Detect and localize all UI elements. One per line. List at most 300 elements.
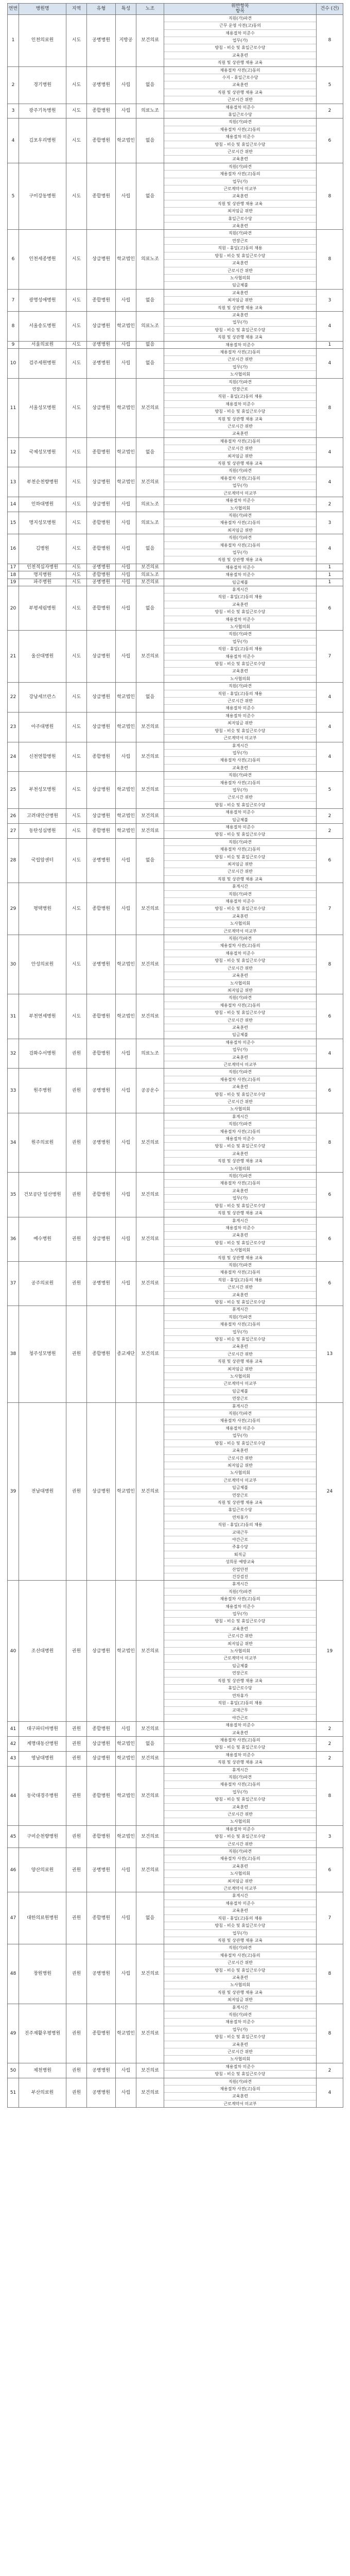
cell-level: 보건의료 [136, 2004, 164, 2063]
cell-region: 권원 [66, 1736, 87, 1751]
cell-items [164, 586, 317, 630]
cell-name: 진주재활우평병원 [19, 2004, 66, 2063]
violation-item: 방침 - 비슷 및 휴일근로수당 [164, 1009, 316, 1016]
cell-items [164, 497, 317, 512]
cell-type: 공병병원 [87, 1944, 116, 2004]
violation-item: 직원(가)파견 [164, 379, 316, 386]
cell-level: 보건의료 [136, 1402, 164, 1581]
violation-item: 직원 및 상관행 채용 교육 [217, 461, 263, 466]
cell-count: 8 [317, 1113, 343, 1172]
cell-count: 6 [317, 118, 343, 163]
table-row [8, 534, 343, 564]
violation-item: 연차휴가 [164, 1692, 316, 1700]
cell-items [164, 348, 317, 378]
cell-no: 20 [8, 586, 19, 630]
violation-item: 직원 및 상관행 채용 교육 [164, 89, 316, 96]
violation-item: 최저임금 위반 [164, 720, 316, 727]
cell-count: 8 [317, 230, 343, 289]
cell-name: 신천연합병원 [19, 742, 66, 772]
cell-region: 시도 [66, 994, 87, 1039]
cell-count: 6 [317, 1261, 343, 1306]
cell-grade: 사립 [116, 1892, 136, 1944]
cell-type: 공병병원 [87, 348, 116, 378]
violation-item: 교육훈련 [232, 224, 248, 229]
cell-name: 명지병원 [19, 571, 66, 579]
table-row [8, 994, 343, 1039]
cell-level: 없음 [136, 341, 164, 348]
violation-item: 업무(가) [164, 750, 316, 757]
violation-item: 직원(가)파견 [164, 772, 316, 779]
cell-level: 없음 [136, 1892, 164, 1944]
cell-region: 시도 [66, 838, 87, 883]
violation-item: 수지 - 휴일근로수당 [164, 74, 316, 81]
cell-count: 4 [317, 348, 343, 378]
cell-no: 12 [8, 437, 19, 467]
violation-item: 채용절차 사전(고)동의 [164, 2086, 316, 2093]
violation-item: 휴게시간 [164, 742, 316, 750]
cell-region: 시도 [66, 935, 87, 994]
cell-items [164, 467, 317, 497]
violation-item: 방침 - 비슷 및 휴일근로수당 [164, 1922, 316, 1929]
cell-region: 권원 [66, 2063, 87, 2078]
violation-item: 교육훈련 [164, 1232, 316, 1239]
cell-items [164, 1581, 317, 1722]
cell-name: 울산대병원 [19, 631, 66, 683]
cell-region: 시도 [66, 883, 87, 935]
cell-count: 8 [317, 1766, 343, 1825]
cell-region: 시도 [66, 512, 87, 534]
violation-item: 채용절차 미준수 [164, 824, 316, 831]
violation-item: 교육훈련 [164, 1907, 316, 1914]
cell-type: 종합병원 [87, 1825, 116, 1848]
cell-grade: 학교법인 [116, 311, 136, 341]
cell-region: 시도 [66, 311, 87, 341]
table-row [8, 66, 343, 104]
col-detail-sub: 항목 [235, 9, 245, 14]
cell-grade: 사립 [116, 631, 136, 683]
violation-item: 교육훈련 [164, 972, 316, 979]
violation-item: 채용절차 미준수 [164, 898, 316, 905]
cell-type: 종합병원 [87, 571, 116, 579]
violation-item: 임금체불 [232, 1032, 248, 1038]
violation-item: 직원 및 상관행 채용 교육 [217, 60, 263, 65]
violation-item: 퇴직금 [164, 1551, 316, 1558]
violation-item: 근로시간 위반 [164, 698, 316, 705]
table-row [8, 1848, 343, 1892]
violation-item: 교육훈련 [164, 1054, 316, 1061]
col-detail-title: 위반항목 [231, 4, 249, 9]
cell-region: 권원 [66, 1848, 87, 1892]
cell-no: 38 [8, 1306, 19, 1402]
cell-type: 종합병원 [87, 883, 116, 935]
cell-no: 40 [8, 1581, 19, 1722]
cell-region: 시도 [66, 683, 87, 713]
violation-item: 노사협의회 [230, 2057, 250, 2062]
table-row [8, 742, 343, 772]
cell-type: 상급병원 [87, 467, 116, 497]
cell-count: 6 [317, 1848, 343, 1892]
cell-name: 조선대병원 [19, 1581, 66, 1722]
cell-count: 3 [317, 512, 343, 534]
cell-region: 권원 [66, 1581, 87, 1722]
cell-type: 종합병원 [87, 586, 116, 630]
violation-item: 채용절차 미준수 [164, 1900, 316, 1907]
violation-item: 직원 및 상관행 채용 교육 [164, 1677, 316, 1685]
cell-no: 5 [8, 163, 19, 230]
cell-no: 37 [8, 1261, 19, 1306]
violation-item: 채용절차 미준수 [164, 809, 316, 816]
table-row [8, 1892, 343, 1944]
violation-item: 근로시간 위반 [164, 2048, 316, 2056]
table-row [8, 1039, 343, 1069]
cell-grade: 사립 [116, 2078, 136, 2108]
violation-item: 방침 - 비슷 및 휴일근로수당 [164, 727, 316, 735]
col-detail [164, 4, 317, 15]
violation-item: 직원 - 휴일(고)동의 채용 [164, 690, 316, 698]
cell-grade: 사립 [116, 742, 136, 772]
violation-item: 채용절차 미준수 [225, 565, 255, 570]
cell-grade: 사립 [116, 66, 136, 104]
violation-item: 노사협의회 [230, 372, 250, 377]
cell-grade: 학교법인 [116, 2004, 136, 2063]
cell-count: 8 [317, 163, 343, 230]
cell-items [164, 742, 317, 772]
cell-region: 시도 [66, 378, 87, 437]
violation-item: 직원(가)파견 [164, 1944, 316, 1952]
cell-name: 대구파티마병원 [19, 1722, 66, 1737]
violation-item: 방침 - 비슷 및 휴일근로수당 [164, 957, 316, 964]
violation-item: 휴게시간 [164, 1113, 316, 1121]
violation-item: 교육훈련 [164, 260, 316, 267]
cell-name: 광주기독병원 [19, 104, 66, 118]
cell-grade: 학교법인 [116, 994, 136, 1039]
violation-item: 근로시간 위반 [164, 356, 316, 363]
violation-item: 방침 - 비슷 및 휴일근로수당 [164, 1833, 316, 1840]
col-region: 지역 [66, 4, 87, 15]
cell-type: 공병병원 [87, 2063, 116, 2078]
violation-item: 방침 - 비슷 및 휴일근로수당 [215, 1745, 266, 1750]
cell-level: 의료노조 [136, 497, 164, 512]
cell-grade: 사립 [116, 1261, 136, 1306]
table-row [8, 1581, 343, 1722]
violation-item: 근로계약서 미교부 [223, 2101, 257, 2106]
violation-item: 업무(가) [164, 319, 316, 326]
violation-item: 근무 운영 사전(고)동의 [164, 22, 316, 29]
cell-no: 22 [8, 683, 19, 713]
cell-name: 서울송도병원 [19, 311, 66, 341]
cell-type: 종합병원 [87, 994, 116, 1039]
cell-type: 종합병원 [87, 823, 116, 838]
violation-item: 직원(가)파견 [164, 467, 316, 474]
violation-item: 채용절차 사전(고)동의 [164, 171, 316, 178]
cell-items [164, 1306, 317, 1402]
cell-type: 상급병원 [87, 683, 116, 713]
document-page [7, 3, 343, 2108]
cell-items [164, 1069, 317, 1113]
violation-item: 교육훈련 [164, 1863, 316, 1870]
cell-count: 4 [317, 437, 343, 467]
cell-grade: 사립 [116, 534, 136, 564]
cell-no: 21 [8, 631, 19, 683]
cell-items [164, 823, 317, 838]
cell-grade: 학교법인 [116, 712, 136, 742]
violation-item: 채용절차 미준수 [225, 706, 255, 711]
cell-region: 시도 [66, 534, 87, 564]
violation-item: 채용절차 사전(고)동의 [164, 1321, 316, 1328]
cell-no: 14 [8, 497, 19, 512]
table-row [8, 1261, 343, 1306]
violation-item: 직원 및 상관행 채용 교육 [217, 557, 263, 563]
violation-item: 직원 및 상관행 채용 교육 [217, 1211, 263, 1216]
violation-item: 교대근무 [164, 1529, 316, 1536]
violation-item: 근로시간 위반 [164, 1959, 316, 1967]
table-row [8, 14, 343, 66]
table-row [8, 1113, 343, 1172]
cell-region: 권원 [66, 1113, 87, 1172]
cell-items [164, 66, 317, 104]
cell-grade: 사립 [116, 883, 136, 935]
cell-items [164, 838, 317, 883]
violation-item: 직원(가)파견 [164, 230, 316, 237]
cell-type: 공병병원 [87, 1261, 116, 1306]
cell-region: 권원 [66, 2078, 87, 2108]
cell-name: 평택병원 [19, 883, 66, 935]
cell-count: 6 [317, 838, 343, 883]
cell-no: 48 [8, 1944, 19, 2004]
cell-region: 시도 [66, 631, 87, 683]
cell-type: 종합병원 [87, 1306, 116, 1402]
cell-name: 창원병원 [19, 1944, 66, 2004]
cell-count: 6 [317, 586, 343, 630]
violation-item: 근로계약서 미교부 [223, 490, 257, 496]
cell-grade: 사립 [116, 2063, 136, 2078]
violation-item: 임금체불 [232, 580, 248, 585]
cell-region: 시도 [66, 230, 87, 289]
cell-name: 서울의료원 [19, 341, 66, 348]
cell-region: 시도 [66, 564, 87, 571]
violation-item: 업무(가) [164, 1930, 316, 1937]
violation-item: 임금체불 [164, 1663, 316, 1670]
violation-item: 채용절차 사전(고)동의 [164, 942, 316, 950]
violation-item: 직원 및 상관행 채용 교육 [164, 416, 316, 423]
cell-items [164, 579, 317, 586]
cell-level: 없음 [136, 683, 164, 713]
table-row [8, 378, 343, 437]
violation-item: 최저임금 위반 [227, 1997, 253, 2003]
violation-item: 교육훈련 [164, 1024, 316, 1031]
violation-item: 채용절차 사전(고)동의 [164, 1855, 316, 1862]
cell-items [164, 712, 317, 742]
violation-item: 채용절차 미준수 [225, 572, 255, 578]
violation-item: 직원 - 휴일(고)동의 채용 [164, 1277, 316, 1284]
violation-item: 근로시간 위반 [227, 1841, 253, 1846]
cell-items [164, 311, 317, 341]
cell-level: 보건의료 [136, 742, 164, 772]
violation-item: 노사협의회 [230, 1107, 250, 1112]
cell-grade: 사립 [116, 1173, 136, 1217]
cell-name: 청주성모병원 [19, 1306, 66, 1402]
cell-items [164, 534, 317, 564]
violation-item: 교육훈련 [164, 2093, 316, 2100]
cell-items [164, 1402, 317, 1581]
table-row [8, 512, 343, 534]
violation-item: 직원(가)파견 [164, 683, 316, 690]
violation-item: 방침 - 비슷 및 휴일근로수당 [215, 832, 266, 837]
cell-items [164, 512, 317, 534]
violation-item: 채용절차 미준수 [164, 1039, 316, 1046]
violation-item: 업무(가) [164, 2026, 316, 2033]
violation-item: 직원(가)파견 [164, 891, 316, 898]
cell-grade: 학교법인 [116, 772, 136, 809]
cell-name: 검주세원병원 [19, 348, 66, 378]
violation-item: 연장근로 [164, 386, 316, 393]
violation-item: 연장근로 [164, 1492, 316, 1499]
violation-item: 근로계약서 미교부 [164, 1655, 316, 1662]
cell-type: 상급병원 [87, 772, 116, 809]
cell-level: 보건의료 [136, 378, 164, 437]
violation-item: 최저임금 위반 [227, 988, 253, 993]
violation-item: 교육훈련 [164, 1804, 316, 1811]
violation-item: 근로시간 위반 [164, 423, 316, 430]
violation-item: 직원 - 휴일(고)동의 채용 [164, 245, 316, 252]
violation-item: 채용절차 사전(고)동의 [164, 126, 316, 133]
table-row [8, 467, 343, 497]
violation-item: 휴게시간 [164, 1892, 316, 1900]
violation-item: 직원(가)파견 [164, 631, 316, 638]
violation-item: 채용절차 사전(고)동의 [164, 1002, 316, 1009]
violation-item: 직원 - 휴일(고)동의 채용 [164, 393, 316, 400]
table-row [8, 118, 343, 163]
cell-no: 4 [8, 118, 19, 163]
violation-item: 채용절차 미준수 [164, 1722, 316, 1729]
table-row [8, 579, 343, 586]
cell-level: 보건의료 [136, 809, 164, 824]
cell-name: 동탄성심병원 [19, 823, 66, 838]
violation-item: 방침 - 비슷 및 휴일근로수당 [164, 1796, 316, 1803]
cell-level: 의료노조 [136, 1039, 164, 1069]
cell-no: 17 [8, 564, 19, 571]
cell-name: 계명대동산병원 [19, 1736, 66, 1751]
cell-items [164, 1892, 317, 1944]
violation-item: 직원(가)파견 [164, 163, 316, 171]
cell-no: 16 [8, 534, 19, 564]
table-row [8, 772, 343, 809]
cell-no: 49 [8, 2004, 19, 2063]
cell-items [164, 1261, 317, 1306]
cell-items [164, 1217, 317, 1261]
cell-no: 45 [8, 1825, 19, 1848]
violation-item: 교육훈련 [232, 765, 248, 770]
cell-count: 4 [317, 712, 343, 742]
cell-no: 7 [8, 289, 19, 311]
cell-type: 공병병원 [87, 1069, 116, 1113]
cell-level: 없음 [136, 118, 164, 163]
cell-name: 구미강동병원 [19, 163, 66, 230]
violation-item: 교육훈련 [164, 1974, 316, 1981]
violation-item: 채용절차 미준수 [164, 2019, 316, 2026]
cell-no: 42 [8, 1736, 19, 1751]
table-row [8, 104, 343, 118]
violation-item: 채용절차 사전(고)동의 [164, 1417, 316, 1425]
cell-region: 권원 [66, 2004, 87, 2063]
cell-type: 공병병원 [87, 2078, 116, 2108]
cell-level: 공공운수 [136, 1069, 164, 1113]
violation-item: 건강검진 [232, 1574, 248, 1579]
cell-grade: 학교법인 [116, 1766, 136, 1825]
cell-type: 상급병원 [87, 497, 116, 512]
violation-item: 휴일근로수당 [164, 215, 316, 223]
cell-type: 상급병원 [87, 378, 116, 437]
cell-items [164, 631, 317, 683]
cell-items [164, 378, 317, 437]
violation-table [7, 3, 343, 2108]
violation-item: 휴게시간 [164, 1306, 316, 1313]
violation-item: 방침 - 비슷 및 휴일근로수당 [164, 1336, 316, 1343]
violation-item: 직원(가)파견 [164, 1848, 316, 1855]
violation-item: 최저임금 위반 [164, 453, 316, 460]
violation-item: 채용절차 미준수 [164, 497, 316, 504]
violation-item: 교육훈련 [164, 1188, 316, 1195]
violation-item: 야간근로 [164, 1536, 316, 1544]
col-union: 노조 [136, 4, 164, 15]
violation-item: 직원 - 휴일(고)동의 채용 [164, 594, 316, 601]
cell-grade: 사립 [116, 579, 136, 586]
cell-items [164, 935, 317, 994]
cell-items [164, 1113, 317, 1172]
violation-item: 직원(가)파견 [164, 118, 316, 126]
cell-region: 시도 [66, 497, 87, 512]
cell-level: 보건의료 [136, 1944, 164, 2004]
cell-items [164, 564, 317, 571]
violation-item: 채용절차 미준수 [164, 2063, 316, 2071]
violation-item: 채용절차 사전(고)동의 [164, 1596, 316, 1603]
violation-item: 방침 - 비슷 및 휴일근로수당 [164, 660, 316, 668]
violation-item: 연차휴가 [164, 1514, 316, 1521]
cell-no: 33 [8, 1069, 19, 1113]
violation-item: 직원(가)파견 [164, 1121, 316, 1128]
violation-item: 채용절차 미준수 [164, 104, 316, 111]
table-row [8, 1402, 343, 1581]
violation-item: 노사협의회 [164, 1247, 316, 1254]
violation-item: 근로시간 위반 [164, 267, 316, 275]
cell-grade: 학교법인 [116, 683, 136, 713]
table-row [8, 1173, 343, 1217]
cell-name: 인하대병원 [19, 497, 66, 512]
cell-no: 25 [8, 772, 19, 809]
cell-count: 8 [317, 935, 343, 994]
cell-items [164, 1736, 317, 1751]
cell-region: 권원 [66, 1766, 87, 1825]
cell-items [164, 163, 317, 230]
cell-grade: 사립 [116, 564, 136, 571]
cell-count: 7 [317, 631, 343, 683]
table-row [8, 311, 343, 341]
cell-level: 보건의료 [136, 467, 164, 497]
cell-no: 51 [8, 2078, 19, 2108]
violation-item: 교육훈련 [164, 1083, 316, 1091]
cell-no: 28 [8, 838, 19, 883]
cell-name: 제천병원 [19, 2063, 66, 2078]
violation-item: 직원 및 상관행 채용 교육 [217, 305, 263, 310]
cell-items [164, 683, 317, 713]
cell-level: 의료노조 [136, 230, 164, 289]
cell-no: 32 [8, 1039, 19, 1069]
cell-no: 9 [8, 341, 19, 348]
cell-grade: 사립 [116, 586, 136, 630]
cell-type: 종합병원 [87, 1722, 116, 1737]
cell-grade: 학교법인 [116, 437, 136, 467]
cell-name: 부평세림병원 [19, 586, 66, 630]
